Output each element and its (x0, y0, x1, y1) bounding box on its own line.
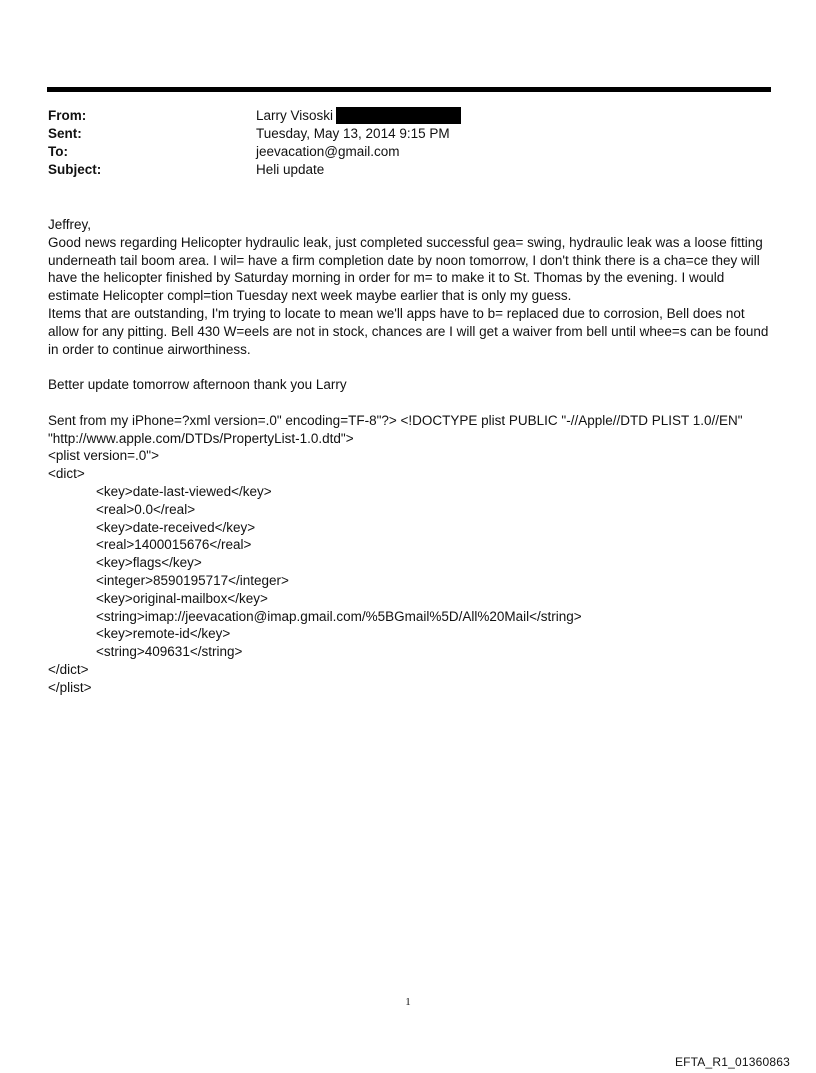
to-value: jeevacation@gmail.com (256, 144, 400, 159)
from-row (48, 107, 768, 125)
plist-line: <key>flags</key> (96, 555, 202, 571)
plist-line: <key>original-mailbox</key> (96, 590, 268, 606)
to-row (48, 143, 768, 161)
redaction-box (336, 107, 461, 124)
plist-line: <string>imap://jeevacation@imap.gmail.com/%5BGmail%5D/All%20Mail</string> (96, 608, 582, 624)
dict-open-tag: <dict> (48, 466, 85, 482)
dtd-url-line: "http://www.apple.com/DTDs/PropertyList-1.0.dtd"> (48, 430, 354, 446)
paragraph-hydraulic-leak: Good news regarding Helicopter hydraulic leak, just completed successful gea= swing, hydraulic leak was a loose fitting underneath tail boom area. I wil= have a firm completion date by noon tomorrow, I don't think there is a cha=ce they will have the helicopter finished by Saturday morning in order for m= to make it to St. Thomas by the evening. I would estimate Helicopter compl=tion Tuesday next week maybe earlier that is only my guess. (48, 234, 763, 304)
sent-from-line: Sent from my iPhone=?xml version=.0" encoding=TF-8"?> <!DOCTYPE plist PUBLIC "-//Apple//DTD PLIST 1.0//EN" (48, 412, 743, 428)
plist-line: <integer>8590195717</integer> (96, 572, 289, 588)
dict-close-tag: </dict> (48, 661, 89, 677)
subject-value: Heli update (256, 162, 325, 177)
paragraph-outstanding-items: Items that are outstanding, I'm trying to locate to mean we'll apps have to b= replaced due to corrosion, Bell does not allow for any pitting. Bell 430 W=eels are not in stock, chances are I will get a waiver from bell until whee=s can be found in order to continue airworthiness. (48, 305, 769, 357)
email-body (48, 216, 772, 697)
from-label: From: (48, 108, 87, 123)
document-id: EFTA_R1_01360863 (674, 1055, 790, 1069)
closing-line: Better update tomorrow afternoon thank you Larry (48, 377, 347, 393)
plist-open-tag: <plist version=.0"> (48, 448, 159, 464)
sent-row (48, 125, 768, 143)
page-number: 1 (405, 996, 411, 1008)
subject-label: Subject: (48, 162, 102, 177)
sent-value: Tuesday, May 13, 2014 9:15 PM (256, 126, 450, 141)
sent-label: Sent: (48, 126, 82, 141)
blank-line (48, 358, 772, 376)
top-rule (47, 87, 771, 92)
blank-line (48, 394, 772, 412)
to-label: To: (48, 144, 68, 159)
from-value-wrap (256, 107, 768, 125)
plist-line: <key>remote-id</key> (96, 626, 231, 642)
plist-line: <real>0.0</real> (96, 501, 196, 517)
subject-row (48, 161, 768, 179)
plist-line: <key>date-received</key> (96, 519, 256, 535)
greeting: Jeffrey, (48, 217, 92, 232)
from-value: Larry Visoski (256, 108, 334, 123)
plist-line: <key>date-last-viewed</key> (96, 483, 272, 499)
email-header (48, 107, 768, 179)
plist-line: <real>1400015676</real> (96, 537, 252, 553)
plist-line: <string>409631</string> (96, 644, 243, 660)
plist-close-tag: </plist> (48, 679, 92, 695)
